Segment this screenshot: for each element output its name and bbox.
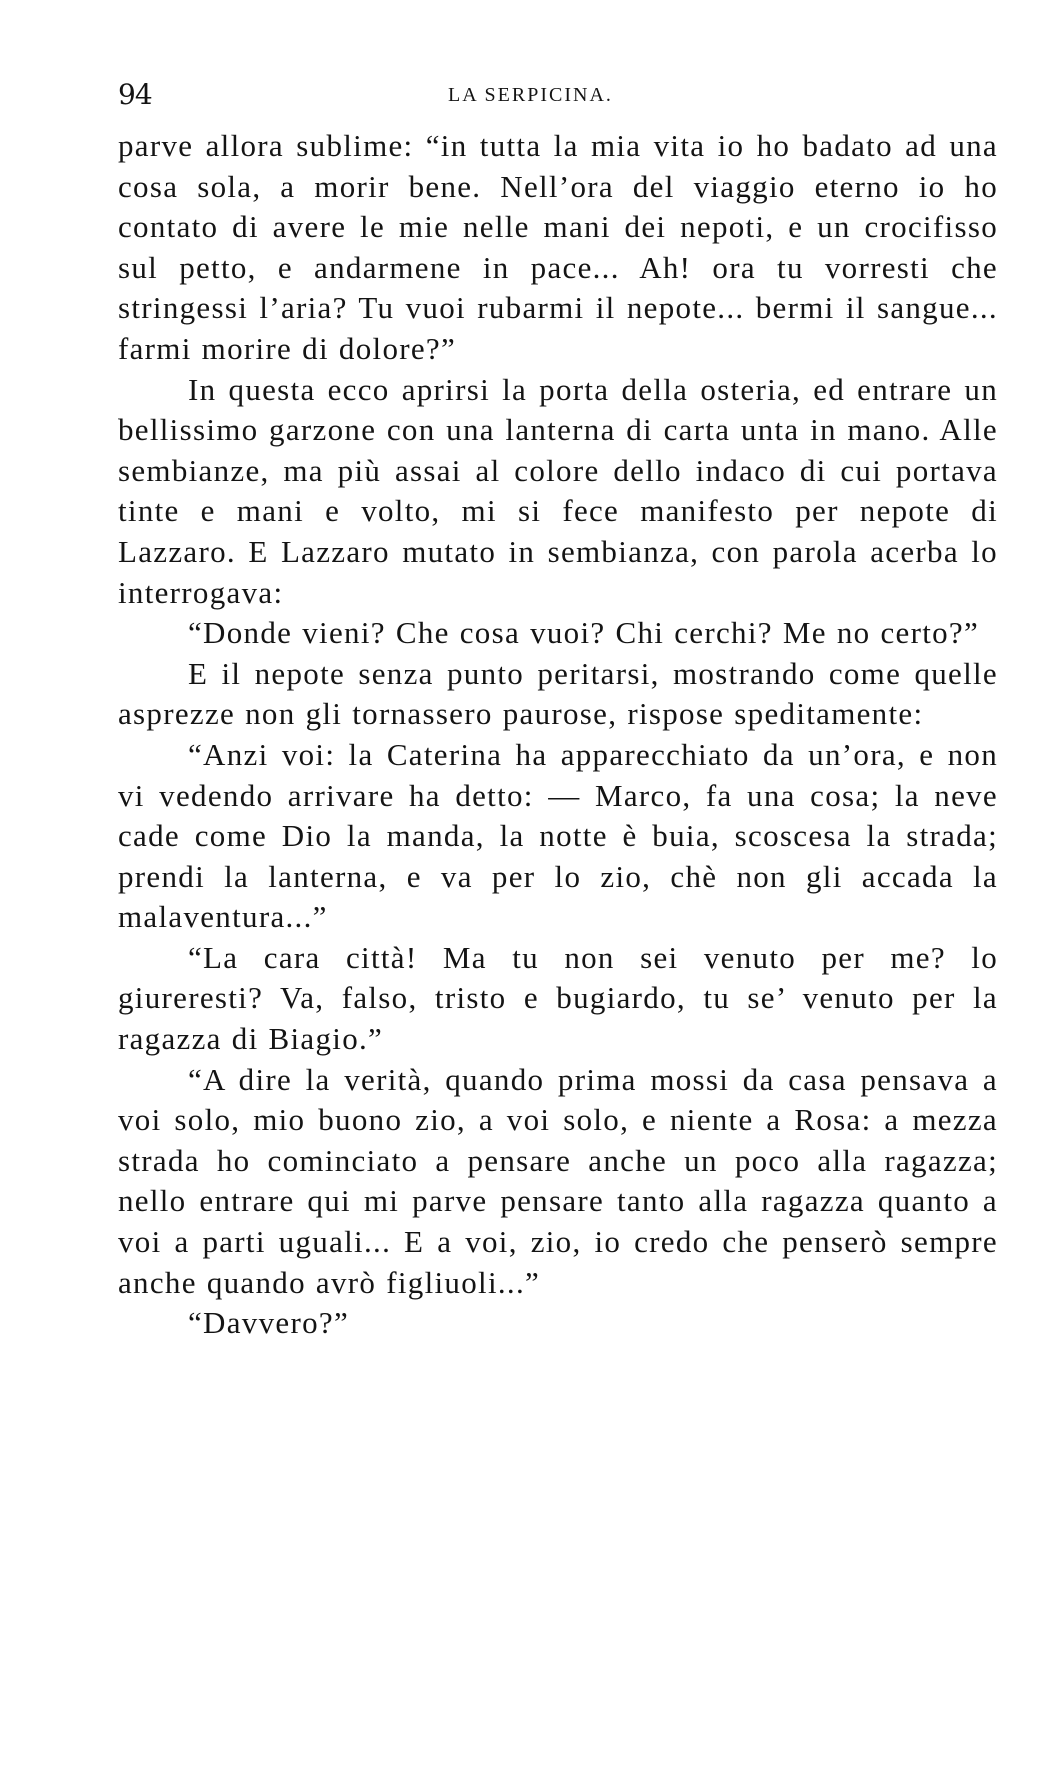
paragraph: “La cara città! Ma tu non sei venuto per me? lo giureresti? Va, falso, tristo e bugiardo, tu se’ venuto per la ragazza di Biagio.” (118, 939, 998, 1057)
paragraph: “Donde vieni? Che cosa vuoi? Chi cerchi? Me no certo?” (188, 615, 980, 651)
paragraph: In questa ecco aprirsi la porta della osteria, ed entrare un bellissimo garzone con una lanterna di carta unta in mano. Alle sembianze, ma più assai al colore dello indaco di cui portava tinte e mani e volto, mi si fece manifesto per nepote di Lazzaro. E Lazzaro mutato in sembianza, con parola acerba lo interrogava: (118, 371, 998, 610)
paragraph: “Anzi voi: la Caterina ha apparecchiato da un’ora, e non vi vedendo arrivare ha detto: — Marco, fa una cosa; la neve cade come Dio la manda, la notte è buia, scoscesa la strada; prendi la lanterna, e va per lo zio, chè non gli accada la malaventura...” (118, 736, 998, 935)
paragraph: “A dire la verità, quando prima mossi da casa pensava a voi solo, mio buono zio, a voi solo, e niente a Rosa: a mezza strada ho cominciato a pensare anche un poco alla ragazza; nello entrare qui mi parve pensare tanto alla ragazza quanto a voi a parti uguali... E a voi, zio, io credo che penserò sempre anche quando avrò figliuoli...” (118, 1061, 998, 1300)
paragraph: parve allora sublime: “in tutta la mia vita io ho badato ad una cosa sola, a morir bene. Nell’ora del viaggio eterno io ho contato di avere le mie nelle mani dei nepoti, e un crocifisso sul petto, e andarmene in pace... Ah! ora tu vorresti che stringessi l’aria? Tu vuoi rubarmi il nepote... bermi il sangue... farmi morire di dolore?” (118, 128, 998, 366)
paragraph: E il nepote senza punto peritarsi, mostrando come quelle asprezze non gli tornassero paurose, rispose speditamente: (118, 655, 998, 732)
body-text (118, 126, 998, 1344)
page-number: 94 (118, 78, 152, 111)
running-head: LA SERPICINA. (448, 84, 613, 106)
page-header (118, 78, 998, 118)
paragraph: “Davvero?” (188, 1305, 350, 1341)
